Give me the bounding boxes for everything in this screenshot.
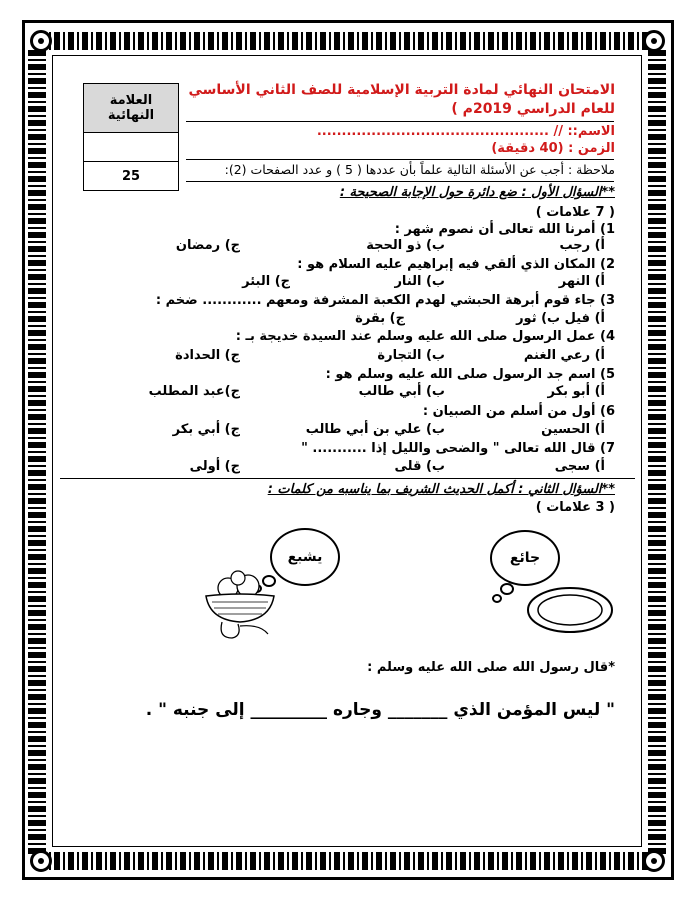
header-rule-3 [186, 181, 614, 182]
q1-item-7-question: 7) قال الله تعالى " والضحى والليل إذا ........... " [301, 441, 615, 456]
q1-item-2-question: 2) المكان الذي ألقي فيه إبراهيم عليه السلام هو : [297, 257, 615, 272]
grade-box-header: العلامة النهائية [84, 84, 179, 133]
chain-border-right [648, 48, 666, 854]
question-1-title: **السؤال الأول : ضع دائرة حول الإجابة الصحيحة : [339, 185, 615, 200]
name-field: الاسم:: // ............................................... [316, 124, 615, 139]
hadith-intro: *قال رسول الله صلى الله عليه وسلم : [367, 660, 615, 675]
exam-year: للعام الدراسي 2019م ) [451, 101, 615, 117]
exam-note: ملاحظة : أجب عن الأسئلة التالية علماً بأن عددها ( 5 ) و عدد الصفحات (2): [224, 162, 615, 177]
q1-item-4-option-b: ب) التجارة [377, 348, 445, 363]
chain-border-left [28, 48, 46, 854]
q1-item-5-option-c: ج)عبد المطلب [148, 384, 240, 399]
bubble-word-hungry: جائع [509, 550, 541, 566]
q1-item-1-option-a: أ) رجب [559, 238, 605, 253]
q1-item-5-option-a: أ) أبو بكر [547, 384, 605, 399]
q1-item-2-option-a: أ) النهر [558, 274, 605, 289]
q1-item-4-question: 4) عمل الرسول صلى الله عليه وسلم عند السيدة خديجة بـ : [235, 329, 615, 344]
thought-bubble-full [270, 528, 340, 586]
header-rule-1 [186, 121, 614, 122]
chain-border-top [40, 32, 655, 50]
exam-title: الامتحان النهائي لمادة التربية الإسلامية للصف الثاني الأساسي [188, 82, 615, 98]
q1-item-5-question: 5) اسم جد الرسول صلى الله عليه وسلم هو : [325, 367, 615, 382]
bubble-tail-1 [500, 583, 514, 595]
bubble-word-full: يشبع [287, 549, 323, 565]
chain-border-bottom [40, 852, 655, 870]
corner-ornament-bottom-left [30, 850, 52, 872]
q1-item-7-option-b: ب) قلى [394, 459, 445, 474]
q1-item-6-option-c: ج) أبي بكر [172, 422, 240, 437]
corner-ornament-top-right [643, 30, 665, 52]
section-divider [60, 478, 635, 479]
corner-ornament-bottom-right [643, 850, 665, 872]
thought-bubble-hungry [490, 530, 560, 586]
q1-item-1-question: 1) أمرنا الله تعالى أن نصوم شهر : [394, 222, 615, 237]
q1-item-6-option-b: ب) علي بن أبي طالب [305, 422, 445, 437]
question-2-title: **السؤال الثاني : أكمل الحديث الشريف بما يناسبه من كلمات : [267, 482, 615, 497]
q1-item-3-option-c: ج) بقرة [355, 311, 405, 326]
fruit-bowl-icon [200, 562, 280, 642]
hadith-fill-in: " ليس المؤمن الذي _______ وجاره _________ إلى جنبه " . [145, 700, 615, 720]
question-2-marks: ( 3 علامات ) [535, 500, 615, 515]
q1-item-6-question: 6) أول من أسلم من الصبيان : [422, 404, 615, 419]
q1-item-7-option-a: أ) سجى [554, 459, 605, 474]
q1-item-3-question: 3) جاء قوم أبرهة الحبشي لهدم الكعبة المشرفة ومعهم ............ ضخم : [155, 293, 615, 308]
q1-item-2-option-b: ب) النار [394, 274, 445, 289]
grade-box-blank [84, 133, 179, 162]
grade-box-score: 25 [84, 162, 179, 191]
question-1-marks: ( 7 علامات ) [535, 205, 615, 220]
corner-ornament-top-left [30, 30, 52, 52]
empty-plate-icon [525, 585, 615, 635]
q1-item-1-option-b: ب) ذو الحجة [366, 238, 445, 253]
q1-item-3-option-ab: أ) فيل ب) ثور [516, 311, 605, 326]
q1-item-4-option-c: ج) الحدادة [175, 348, 240, 363]
grade-box [83, 83, 179, 191]
q1-item-6-option-a: أ) الحسين [541, 422, 605, 437]
time-label: الزمن : (40 دقيقة) [491, 141, 615, 156]
q1-item-7-option-c: ج) أولى [189, 459, 240, 474]
bubble-tail-2 [492, 594, 502, 603]
header-rule-2 [186, 159, 614, 160]
q1-item-5-option-b: ب) أبي طالب [358, 384, 445, 399]
q1-item-1-option-c: ج) رمضان [175, 238, 240, 253]
q1-item-2-option-c: ج) البئر [242, 274, 290, 289]
q1-item-4-option-a: أ) رعي الغنم [523, 348, 605, 363]
